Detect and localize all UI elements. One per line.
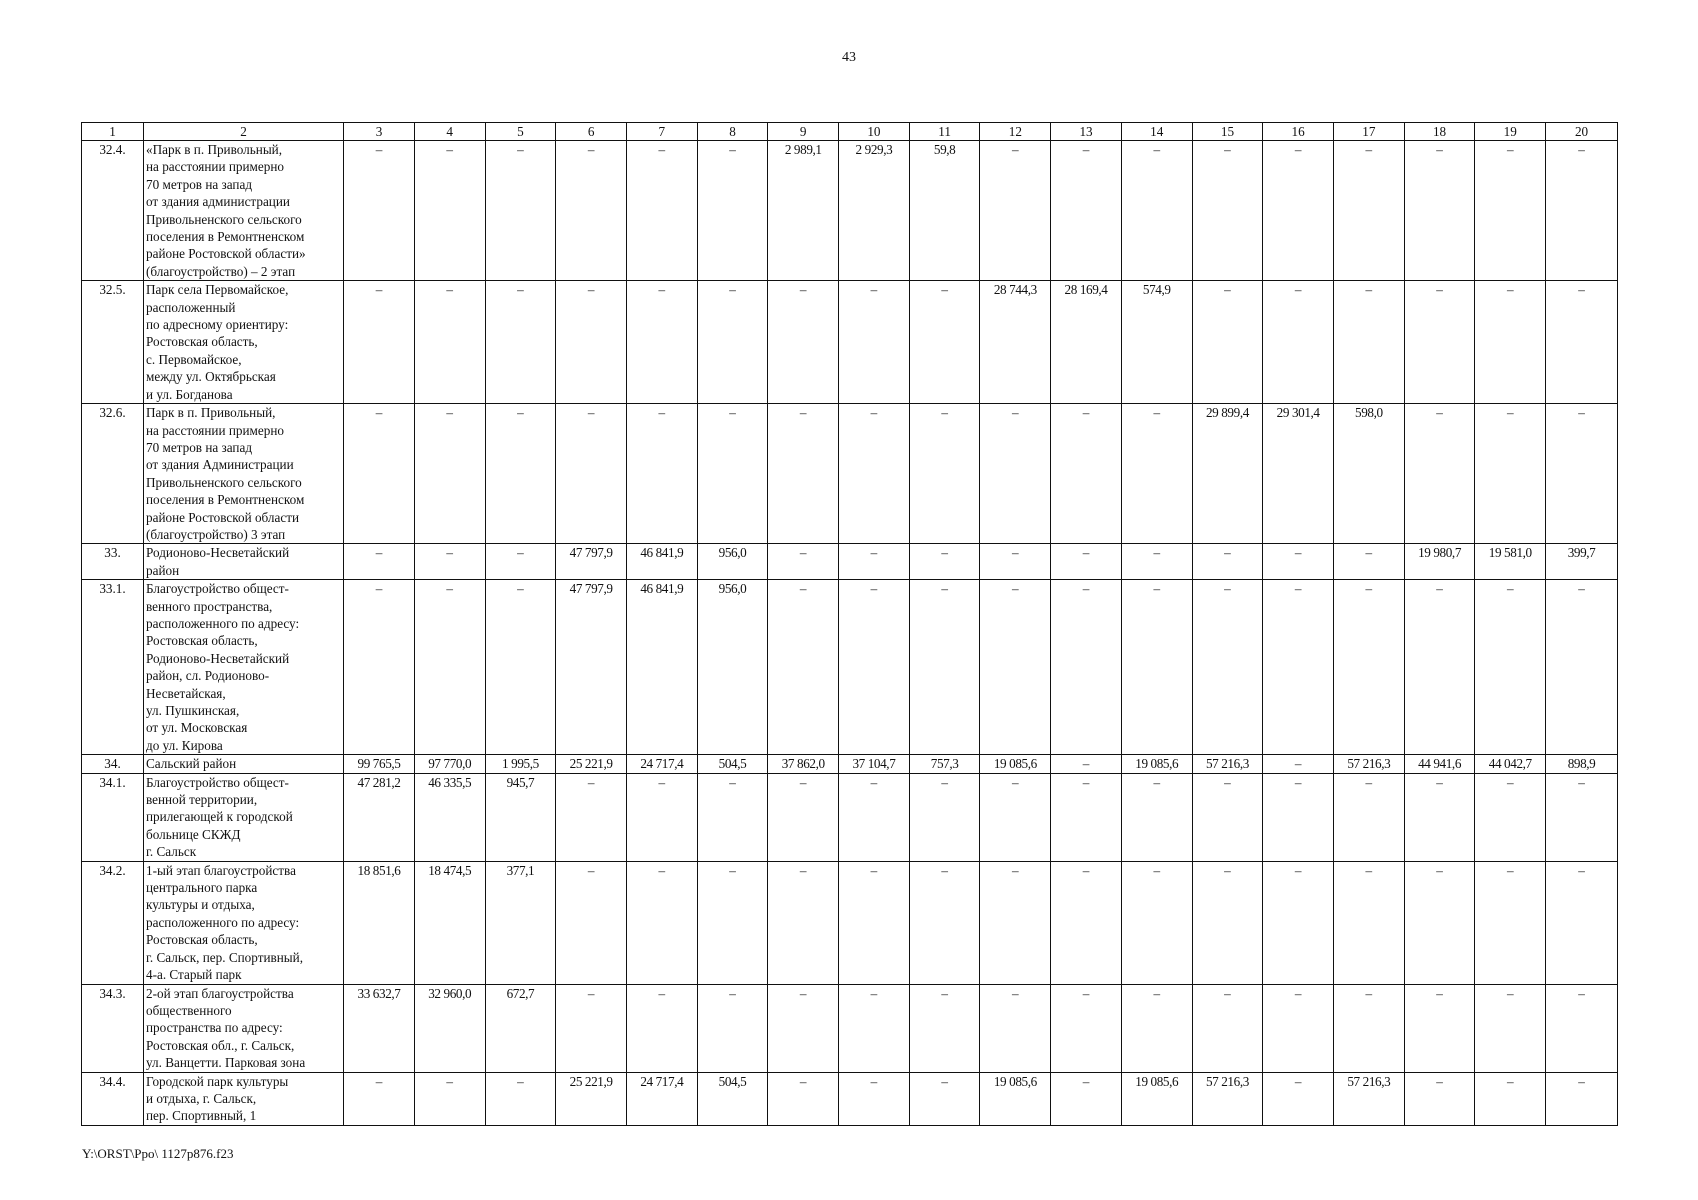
row-number: 34.2. — [82, 861, 144, 984]
column-header: 15 — [1192, 123, 1263, 141]
value-cell: – — [768, 1072, 839, 1125]
object-name-line: Ростовская область, — [146, 334, 258, 350]
table-row — [82, 861, 1618, 984]
column-header: 9 — [768, 123, 839, 141]
value-cell: 44 941,6 — [1404, 755, 1475, 773]
value-cell: – — [1404, 861, 1475, 984]
value-cell: – — [1051, 580, 1122, 755]
value-cell: – — [414, 580, 485, 755]
value-cell: – — [556, 984, 627, 1072]
value-cell: – — [980, 544, 1051, 580]
value-cell: – — [1475, 773, 1546, 861]
value-cell: 19 085,6 — [1121, 755, 1192, 773]
object-name-line: от ул. Московская — [146, 720, 248, 736]
value-cell: – — [1263, 861, 1334, 984]
value-cell: 99 765,5 — [344, 755, 415, 773]
value-cell: – — [839, 1072, 910, 1125]
value-cell: – — [1546, 984, 1618, 1072]
value-cell: – — [1121, 544, 1192, 580]
object-name-line: от здания Администрации — [146, 457, 294, 473]
value-cell: – — [1192, 281, 1263, 404]
value-cell: 2 989,1 — [768, 141, 839, 281]
value-cell: 757,3 — [909, 755, 980, 773]
object-name-line: районе Ростовской области» — [146, 246, 306, 262]
row-number: 32.4. — [82, 141, 144, 281]
value-cell: – — [485, 404, 556, 544]
row-number: 32.5. — [82, 281, 144, 404]
value-cell: – — [414, 1072, 485, 1125]
row-number: 34.3. — [82, 984, 144, 1072]
object-name-line: культуры и отдыха, — [146, 897, 255, 913]
value-cell: – — [1475, 984, 1546, 1072]
object-name-line: пер. Спортивный, 1 — [146, 1108, 257, 1124]
value-cell: – — [344, 141, 415, 281]
row-number: 34.4. — [82, 1072, 144, 1125]
value-cell: – — [909, 1072, 980, 1125]
value-cell: 945,7 — [485, 773, 556, 861]
value-cell: – — [1051, 1072, 1122, 1125]
value-cell: – — [1475, 404, 1546, 544]
value-cell: 25 221,9 — [556, 1072, 627, 1125]
value-cell: – — [768, 544, 839, 580]
value-cell: – — [839, 404, 910, 544]
value-cell: – — [485, 1072, 556, 1125]
object-name-line: Родионово-Несветайский — [146, 650, 290, 666]
value-cell: 19 085,6 — [980, 1072, 1051, 1125]
column-header: 19 — [1475, 123, 1546, 141]
object-name-line: 4-а. Старый парк — [146, 967, 242, 983]
value-cell: – — [980, 141, 1051, 281]
value-cell: – — [768, 580, 839, 755]
value-cell: – — [485, 544, 556, 580]
value-cell: – — [697, 141, 768, 281]
value-cell: 24 717,4 — [626, 755, 697, 773]
value-cell: 44 042,7 — [1475, 755, 1546, 773]
value-cell: 57 216,3 — [1334, 1072, 1405, 1125]
value-cell: – — [980, 404, 1051, 544]
object-name-line: расположенного по адресу: — [146, 914, 300, 930]
value-cell: – — [1475, 141, 1546, 281]
value-cell: – — [980, 773, 1051, 861]
value-cell: – — [1404, 141, 1475, 281]
row-number: 32.6. — [82, 404, 144, 544]
value-cell: 46 841,9 — [626, 580, 697, 755]
object-name-line: 1-ый этап благоустройства — [146, 862, 296, 878]
column-header: 4 — [414, 123, 485, 141]
column-header: 8 — [697, 123, 768, 141]
value-cell: – — [626, 861, 697, 984]
object-name-line: (благоустройство) – 2 этап — [146, 263, 296, 279]
object-name-line: Ростовская обл., г. Сальск, — [146, 1037, 295, 1053]
row-number: 34.1. — [82, 773, 144, 861]
value-cell: – — [1404, 773, 1475, 861]
object-name — [144, 544, 344, 580]
value-cell: – — [1121, 580, 1192, 755]
object-name-line: «Парк в п. Привольный, — [146, 142, 283, 157]
object-name-line: Ростовская область, — [146, 633, 258, 649]
value-cell: 29 301,4 — [1263, 404, 1334, 544]
object-name — [144, 984, 344, 1072]
object-name-line: между ул. Октябрьская — [146, 369, 276, 385]
value-cell: – — [1546, 404, 1618, 544]
object-name-line: на расстоянии примерно — [146, 422, 284, 438]
value-cell: – — [1051, 141, 1122, 281]
value-cell: – — [768, 984, 839, 1072]
value-cell: 504,5 — [697, 1072, 768, 1125]
value-cell: – — [1404, 984, 1475, 1072]
value-cell: 898,9 — [1546, 755, 1618, 773]
value-cell: 32 960,0 — [414, 984, 485, 1072]
object-name-line: расположенного по адресу: — [146, 615, 300, 631]
value-cell: 37 862,0 — [768, 755, 839, 773]
column-header: 6 — [556, 123, 627, 141]
object-name — [144, 281, 344, 404]
object-name-line: больнице СКЖД — [146, 826, 241, 842]
object-name — [144, 773, 344, 861]
object-name-line: (благоустройство) 3 этап — [146, 526, 286, 542]
value-cell: 97 770,0 — [414, 755, 485, 773]
page-number: 43 — [842, 50, 856, 65]
value-cell: – — [839, 281, 910, 404]
value-cell: 18 474,5 — [414, 861, 485, 984]
object-name-line: расположенный — [146, 299, 236, 315]
object-name-line: 70 метров на запад — [146, 439, 253, 455]
value-cell: – — [414, 141, 485, 281]
value-cell: – — [909, 544, 980, 580]
object-name-line: прилегающей к городской — [146, 809, 293, 825]
value-cell: – — [1192, 544, 1263, 580]
value-cell: 504,5 — [697, 755, 768, 773]
object-name-line: на расстоянии примерно — [146, 159, 284, 175]
table-row — [82, 141, 1618, 281]
value-cell: – — [980, 861, 1051, 984]
value-cell: 46 841,9 — [626, 544, 697, 580]
value-cell: – — [1334, 580, 1405, 755]
value-cell: – — [414, 404, 485, 544]
value-cell: – — [1263, 773, 1334, 861]
value-cell: – — [485, 281, 556, 404]
value-cell: 2 929,3 — [839, 141, 910, 281]
object-name-line: пространства по адресу: — [146, 1020, 283, 1036]
value-cell: 33 632,7 — [344, 984, 415, 1072]
value-cell: – — [909, 773, 980, 861]
object-name-line: районе Ростовской области — [146, 509, 300, 525]
column-header: 10 — [839, 123, 910, 141]
value-cell: – — [485, 141, 556, 281]
value-cell: – — [1121, 404, 1192, 544]
value-cell: – — [768, 404, 839, 544]
object-name-line: по адресному ориентиру: — [146, 317, 289, 333]
column-header: 12 — [980, 123, 1051, 141]
object-name-line: г. Сальск, пер. Спортивный, — [146, 949, 304, 965]
value-cell: 672,7 — [485, 984, 556, 1072]
value-cell: – — [1051, 755, 1122, 773]
value-cell: – — [909, 404, 980, 544]
table-row — [82, 1072, 1618, 1125]
value-cell: – — [344, 281, 415, 404]
value-cell: 47 797,9 — [556, 544, 627, 580]
value-cell: 57 216,3 — [1192, 755, 1263, 773]
value-cell: – — [1051, 773, 1122, 861]
value-cell: – — [1192, 141, 1263, 281]
value-cell: – — [556, 773, 627, 861]
value-cell: 59,8 — [909, 141, 980, 281]
column-header: 5 — [485, 123, 556, 141]
object-name-line: Ростовская область, — [146, 932, 258, 948]
column-header: 1 — [82, 123, 144, 141]
row-number: 34. — [82, 755, 144, 773]
table-row — [82, 544, 1618, 580]
column-header: 14 — [1121, 123, 1192, 141]
value-cell: – — [697, 404, 768, 544]
value-cell: – — [1546, 580, 1618, 755]
object-name-line: Парк в п. Привольный, — [146, 405, 276, 421]
value-cell: – — [344, 404, 415, 544]
value-cell: 29 899,4 — [1192, 404, 1263, 544]
value-cell: – — [1051, 544, 1122, 580]
object-name-line: Несветайская, — [146, 685, 226, 701]
value-cell: – — [980, 984, 1051, 1072]
value-cell: – — [1263, 755, 1334, 773]
value-cell: – — [1192, 861, 1263, 984]
object-name-line: 2-ой этап благоустройства — [146, 985, 294, 1001]
object-name-line: Родионово-Несветайский — [146, 545, 290, 561]
value-cell: – — [1051, 404, 1122, 544]
value-cell: – — [1121, 141, 1192, 281]
object-name-line: Благоустройство общест- — [146, 774, 289, 790]
object-name — [144, 861, 344, 984]
value-cell: – — [1263, 544, 1334, 580]
value-cell: – — [1263, 141, 1334, 281]
object-name-line: венного пространства, — [146, 598, 273, 614]
value-cell: 574,9 — [1121, 281, 1192, 404]
object-name — [144, 404, 344, 544]
value-cell: – — [1334, 773, 1405, 861]
object-name-line: Сальский район — [146, 756, 237, 772]
column-header: 7 — [626, 123, 697, 141]
table-row — [82, 281, 1618, 404]
table-row — [82, 755, 1618, 773]
value-cell: 1 995,5 — [485, 755, 556, 773]
row-number: 33.1. — [82, 580, 144, 755]
table-row — [82, 984, 1618, 1072]
value-cell: 46 335,5 — [414, 773, 485, 861]
object-name-line: поселения в Ремонтненском — [146, 492, 305, 508]
value-cell: 956,0 — [697, 544, 768, 580]
value-cell: 19 980,7 — [1404, 544, 1475, 580]
value-cell: 956,0 — [697, 580, 768, 755]
header-row — [82, 123, 1618, 141]
object-name-line: и ул. Богданова — [146, 386, 233, 402]
value-cell: – — [768, 281, 839, 404]
value-cell: – — [839, 544, 910, 580]
object-name-line: ул. Пушкинская, — [146, 703, 240, 718]
column-header: 18 — [1404, 123, 1475, 141]
value-cell: – — [1475, 580, 1546, 755]
value-cell: 28 744,3 — [980, 281, 1051, 404]
value-cell: – — [556, 404, 627, 544]
value-cell: – — [1121, 773, 1192, 861]
value-cell: 24 717,4 — [626, 1072, 697, 1125]
column-header: 3 — [344, 123, 415, 141]
object-name — [144, 141, 344, 281]
value-cell: – — [839, 773, 910, 861]
object-name — [144, 1072, 344, 1125]
value-cell: – — [909, 984, 980, 1072]
value-cell: – — [697, 773, 768, 861]
footer-file-path: Y:\ORST\Ppo\ 1127p876.f23 — [82, 1146, 234, 1161]
object-name-line: центрального парка — [146, 880, 258, 896]
value-cell: – — [697, 861, 768, 984]
value-cell: – — [697, 984, 768, 1072]
value-cell: – — [768, 773, 839, 861]
object-name-line: район, сл. Родионово- — [146, 668, 270, 684]
object-name-line: с. Первомайское, — [146, 351, 242, 367]
value-cell: – — [1475, 1072, 1546, 1125]
object-name-line: венной территории, — [146, 792, 258, 808]
value-cell: 47 797,9 — [556, 580, 627, 755]
value-cell: 47 281,2 — [344, 773, 415, 861]
value-cell: – — [1192, 984, 1263, 1072]
value-cell: 57 216,3 — [1334, 755, 1405, 773]
value-cell: – — [344, 544, 415, 580]
column-header: 2 — [144, 123, 344, 141]
value-cell: – — [1051, 984, 1122, 1072]
table-row — [82, 580, 1618, 755]
table-row — [82, 773, 1618, 861]
column-header: 13 — [1051, 123, 1122, 141]
value-cell: – — [626, 404, 697, 544]
value-cell: – — [626, 281, 697, 404]
value-cell: – — [1404, 580, 1475, 755]
value-cell: – — [485, 580, 556, 755]
value-cell: – — [1546, 141, 1618, 281]
object-name-line: поселения в Ремонтненском — [146, 229, 305, 245]
value-cell: – — [1263, 984, 1334, 1072]
object-name — [144, 755, 344, 773]
value-cell: – — [1546, 281, 1618, 404]
value-cell: – — [1263, 1072, 1334, 1125]
value-cell: – — [768, 861, 839, 984]
object-name-line: общественного — [146, 1002, 232, 1018]
value-cell: – — [1546, 1072, 1618, 1125]
value-cell: – — [839, 984, 910, 1072]
column-header: 11 — [909, 123, 980, 141]
value-cell: 25 221,9 — [556, 755, 627, 773]
object-name-line: Привольненского сельского — [146, 474, 302, 490]
value-cell: – — [1334, 984, 1405, 1072]
object-name-line: до ул. Кирова — [146, 737, 223, 753]
value-cell: – — [839, 580, 910, 755]
object-name-line: 70 метров на запад — [146, 176, 253, 192]
object-name — [144, 580, 344, 755]
value-cell: – — [1192, 580, 1263, 755]
value-cell: 57 216,3 — [1192, 1072, 1263, 1125]
value-cell: – — [556, 281, 627, 404]
value-cell: – — [1475, 861, 1546, 984]
value-cell: – — [1192, 773, 1263, 861]
value-cell: – — [909, 580, 980, 755]
value-cell: – — [344, 1072, 415, 1125]
value-cell: – — [1121, 984, 1192, 1072]
value-cell: – — [626, 984, 697, 1072]
value-cell: – — [556, 141, 627, 281]
value-cell: – — [626, 773, 697, 861]
value-cell: – — [909, 281, 980, 404]
value-cell: – — [1404, 404, 1475, 544]
column-header: 20 — [1546, 123, 1618, 141]
value-cell: – — [1546, 773, 1618, 861]
column-header: 16 — [1263, 123, 1334, 141]
value-cell: – — [839, 861, 910, 984]
value-cell: – — [1263, 580, 1334, 755]
value-cell: 377,1 — [485, 861, 556, 984]
value-cell: 399,7 — [1546, 544, 1618, 580]
value-cell: – — [1475, 281, 1546, 404]
value-cell: – — [1334, 281, 1405, 404]
object-name-line: Городской парк культуры — [146, 1073, 289, 1089]
object-name-line: г. Сальск — [146, 844, 197, 860]
value-cell: – — [1404, 1072, 1475, 1125]
value-cell: – — [626, 141, 697, 281]
column-header: 17 — [1334, 123, 1405, 141]
object-name-line: Парк села Первомайское, — [146, 282, 289, 298]
value-cell: – — [1334, 544, 1405, 580]
object-name-line: Привольненского сельского — [146, 211, 302, 227]
value-cell: 28 169,4 — [1051, 281, 1122, 404]
value-cell: – — [1334, 141, 1405, 281]
row-number: 33. — [82, 544, 144, 580]
value-cell: – — [1546, 861, 1618, 984]
value-cell: – — [980, 580, 1051, 755]
value-cell: – — [1051, 861, 1122, 984]
value-cell: 37 104,7 — [839, 755, 910, 773]
value-cell: – — [414, 281, 485, 404]
value-cell: – — [1404, 281, 1475, 404]
value-cell: 19 581,0 — [1475, 544, 1546, 580]
value-cell: – — [909, 861, 980, 984]
object-name-line: ул. Ванцетти. Парковая зона — [146, 1055, 306, 1071]
value-cell: 18 851,6 — [344, 861, 415, 984]
value-cell: – — [556, 861, 627, 984]
value-cell: – — [697, 281, 768, 404]
value-cell: – — [1121, 861, 1192, 984]
table-row — [82, 404, 1618, 544]
object-name-line: от здания администрации — [146, 194, 290, 210]
value-cell: 19 085,6 — [980, 755, 1051, 773]
value-cell: 19 085,6 — [1121, 1072, 1192, 1125]
value-cell: 598,0 — [1334, 404, 1405, 544]
object-name-line: Благоустройство общест- — [146, 581, 289, 597]
object-name-line: и отдыха, г. Сальск, — [146, 1090, 257, 1106]
value-cell: – — [1334, 861, 1405, 984]
object-name-line: район — [146, 562, 180, 578]
value-cell: – — [344, 580, 415, 755]
value-cell: – — [1263, 281, 1334, 404]
value-cell: – — [414, 544, 485, 580]
budget-table — [81, 122, 1618, 1126]
